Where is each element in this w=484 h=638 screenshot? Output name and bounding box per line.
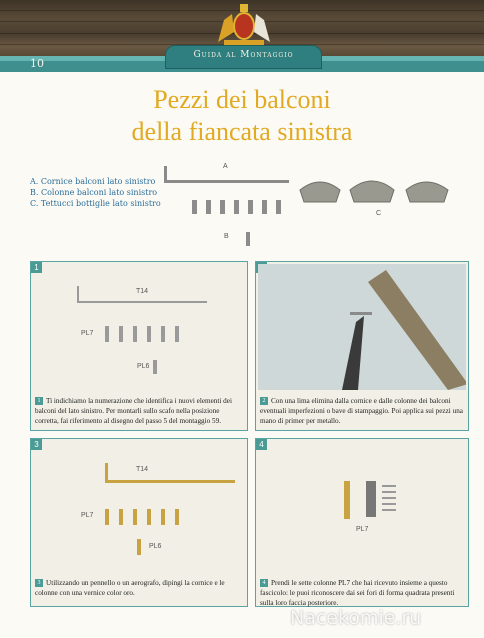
step-1-caption-text: Ti indichiamo la numerazione che identifica i nuovi elementi dei balconi del lato sinistro. Per montarli sullo scafo nella posizione corretta, fai riferimento al disegno del passo 5 del montaggio 59. [35,397,232,425]
part-label-a: A [223,163,228,170]
step-4-image [258,441,466,571]
title-line-1: Pezzi dei balconi [153,85,331,114]
step-3-caption-text: Utilizzando un pennello o un aerografo, dipingi la cornice e le colonne con una vernice color oro. [35,579,225,597]
legend-item-b: B. Colonne balconi lato sinistro [30,188,158,197]
step-2-caption-text: Con una lima elimina dalla cornice e dalle colonne dei balconi eventuali imperfezioni o bave di stampaggio. Poi applica sui pezzi una mano di primer per metallo. [260,397,463,425]
step-3-caption-number: 3 [35,579,43,587]
step-1-caption-number: 1 [35,397,43,405]
watermark: Nacekomie.ru [290,607,422,629]
legend-item-a: A. Cornice balconi lato sinistro [30,177,156,186]
step-1-image [33,264,245,390]
legend-item-c: C. Tettucci bottiglie lato sinistro [30,199,161,208]
step-3-image [33,441,245,571]
step-2-caption [260,396,464,426]
step-1-label-pl7: PL7 [81,330,94,337]
step-4-number: 4 [256,439,267,450]
step-4-caption-number: 4 [260,579,268,587]
step-1-panel [30,261,248,431]
step-1-label-pl6: PL6 [137,363,150,370]
step-1-label-t14: T14 [136,288,149,295]
step-3-label-t14: T14 [136,466,149,473]
part-label-b: B [224,233,229,240]
section-tab-label: Guida al Montaggio [193,50,294,60]
step-3-label-pl6: PL6 [149,543,162,550]
step-1-number: 1 [31,262,42,273]
part-label-c: C [376,210,382,217]
step-4-caption [260,578,464,608]
step-2-caption-number: 2 [260,397,268,405]
royal-crest-icon [210,2,278,46]
step-3-caption [35,578,243,598]
page-number: 10 [30,57,44,70]
step-3-panel [30,438,248,607]
step-2-number: 2 [256,262,267,273]
step-1-caption [35,396,243,426]
parts-legend [30,176,161,209]
step-2-panel [255,261,469,431]
step-3-label-pl7: PL7 [81,512,94,519]
parts-overview-image [150,160,480,250]
step-4-caption-text: Prendi le sette colonne PL7 che hai ricevuto insieme a questo fascicolo: le puoi riconoscere dai sei fori di forma quadrata presenti sulla loro faccia posteriore. [260,579,455,607]
step-4-label-pl7: PL7 [356,526,369,533]
title-line-2: della fiancata sinistra [131,117,353,146]
page-title [0,84,484,148]
step-2-image [258,264,466,390]
section-tab [165,45,322,69]
step-4-panel [255,438,469,607]
step-3-number: 3 [31,439,42,450]
